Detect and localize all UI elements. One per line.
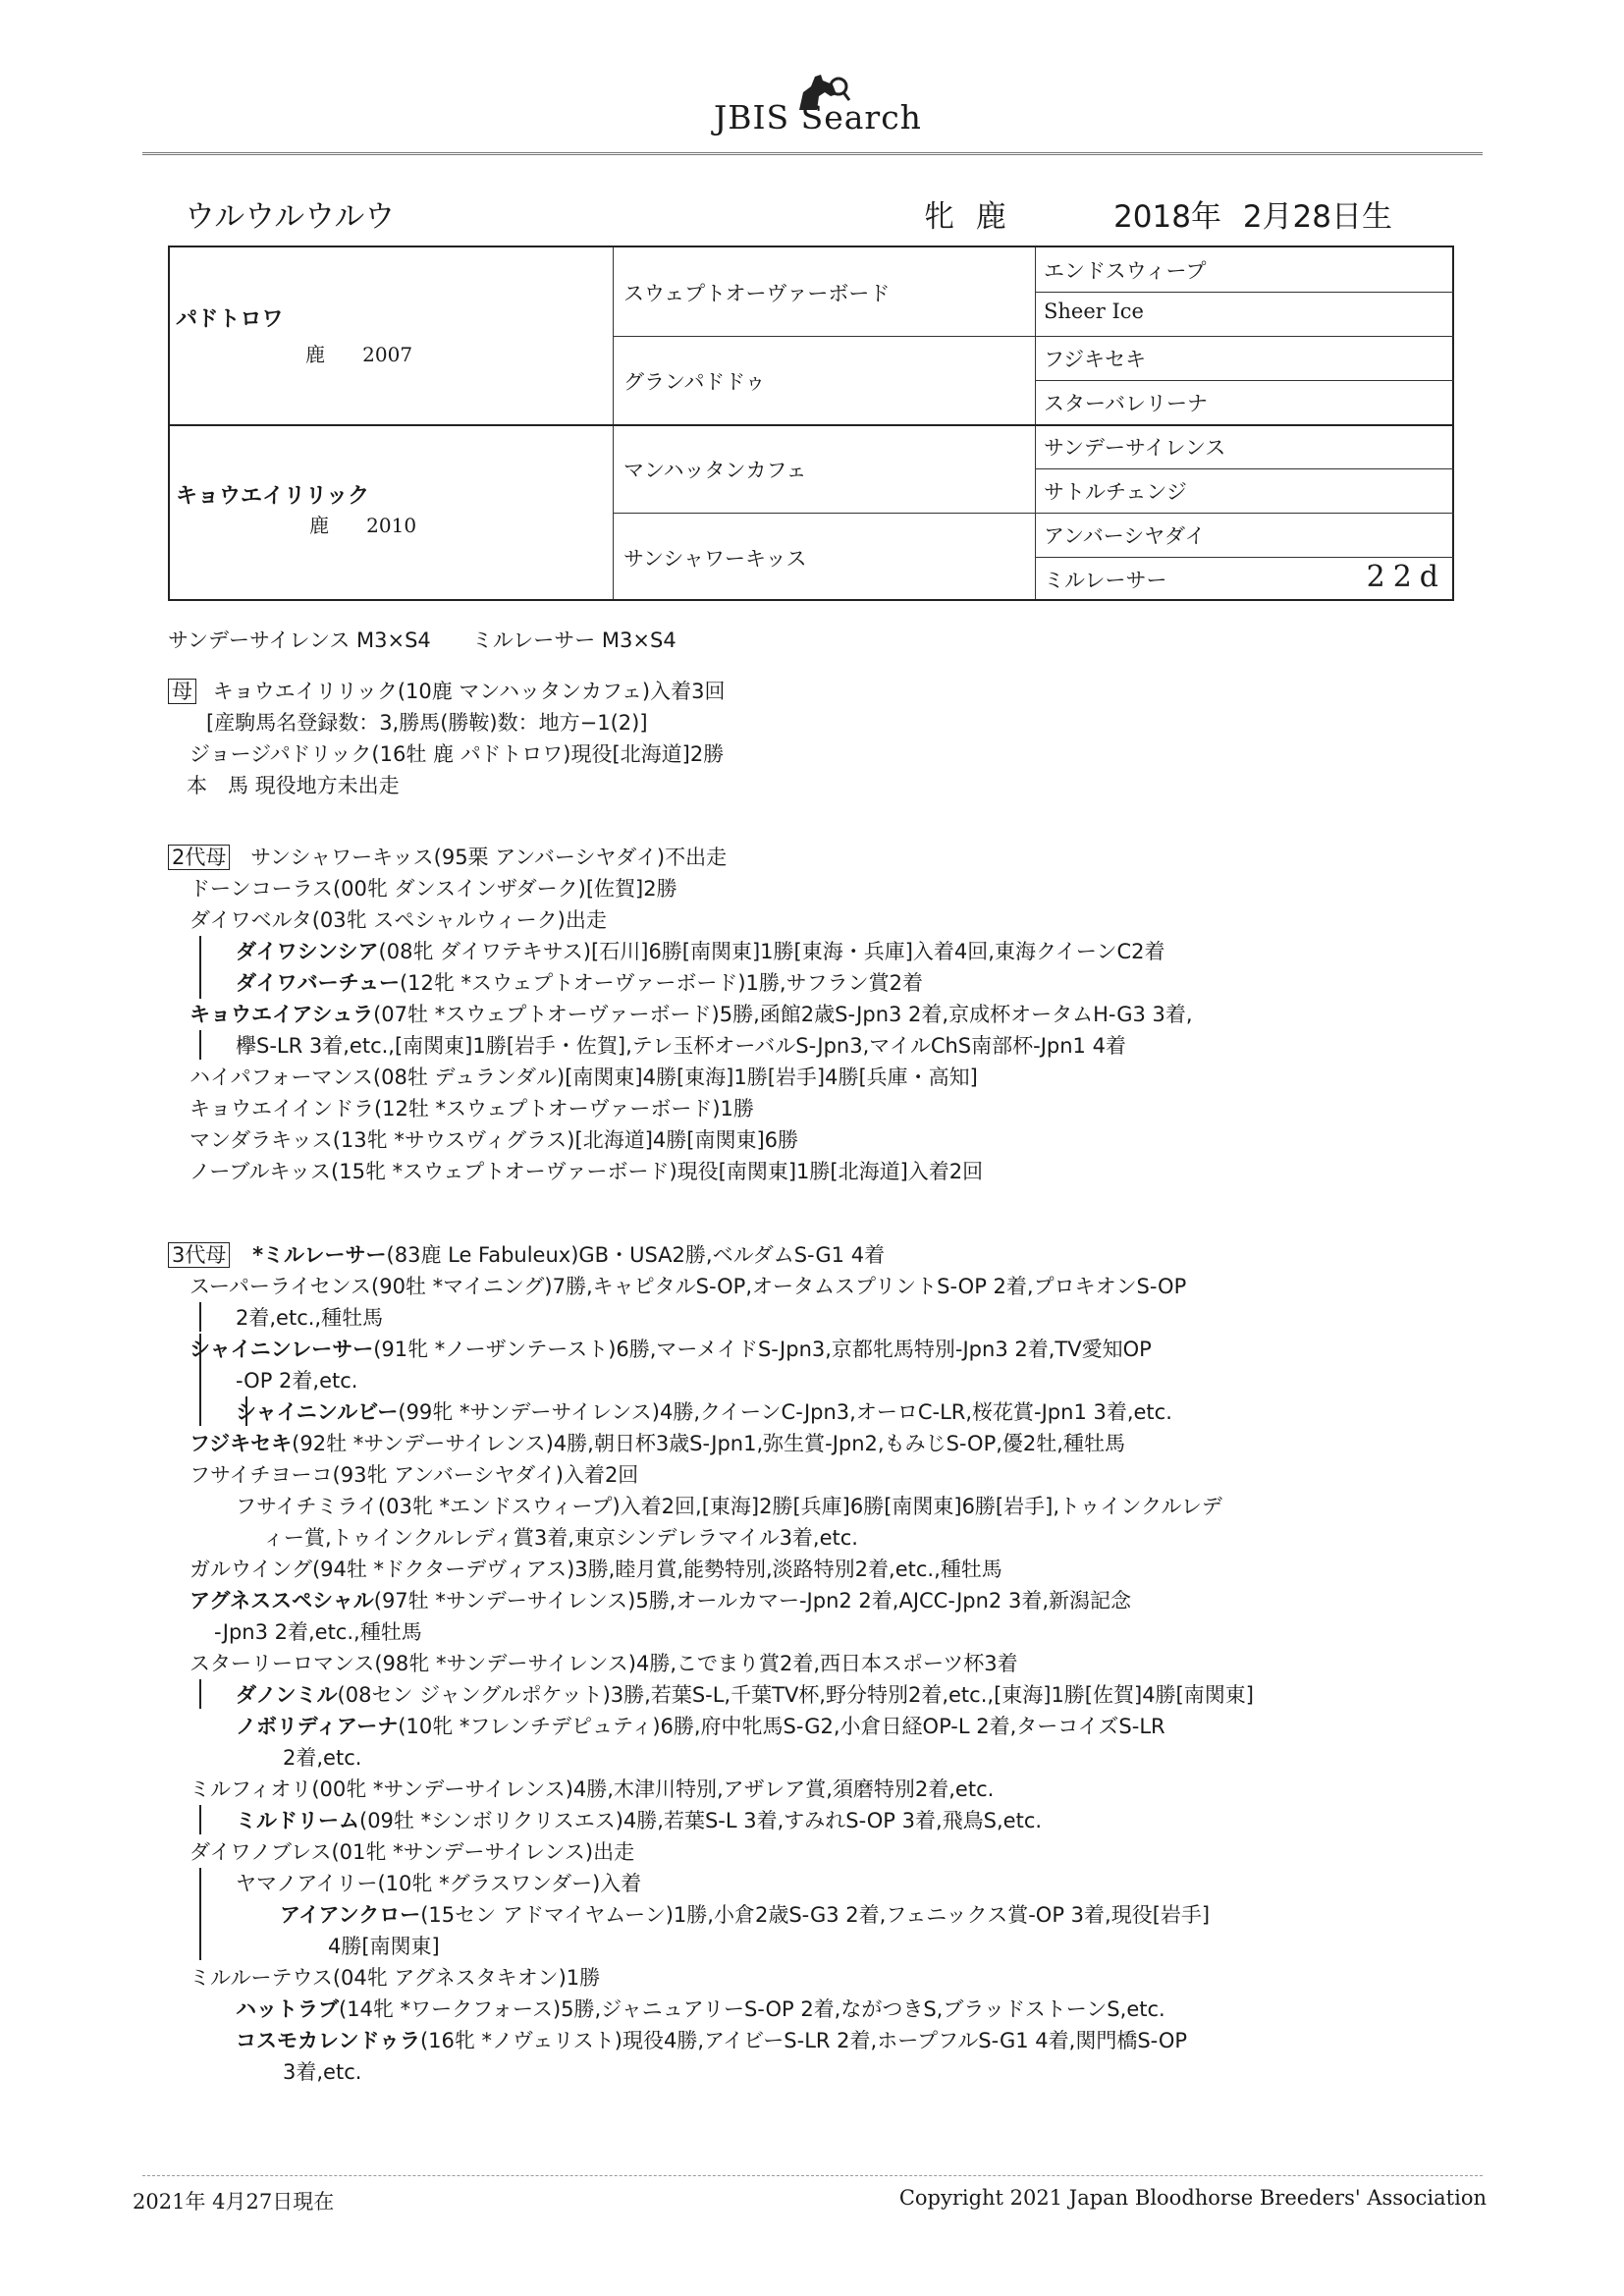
footer-date: 2021年 4月27日現在: [133, 2190, 335, 2214]
inbreeding: サンデーサイレンス M3×S4 ミルレーサー M3×S4: [168, 629, 677, 652]
g2-label: 2代母: [168, 845, 230, 870]
g2-line-3: ダイワバーチュー(12牝 *スウェプトオーヴァーボード)1勝,サフラン賞2着: [236, 971, 923, 995]
header-rule: [142, 152, 1483, 155]
g3-line-8: ィー賞,トゥインクルレディ賞3着,東京シンデレラマイル3着,etc.: [263, 1526, 858, 1550]
g2-section-heading: [168, 842, 727, 873]
horse-logo-icon: [793, 71, 852, 114]
g3-line: (83鹿 Le Fabuleux)GB・USA2勝,ベルダムS-G1 4着: [386, 1243, 886, 1267]
gen2-3: サンシャワーキッス: [623, 547, 807, 571]
dam-name: キョウエイリリック: [176, 484, 370, 509]
gen2-1: グランパドドゥ: [623, 370, 766, 394]
gen3-4: サンデーサイレンス: [1044, 436, 1226, 460]
g3-line-23: ハットラブ(14牝 *ワークフォース)5勝,ジャニュアリーS-OP 2着,ながつきS,ブラッドストーンS,etc.: [236, 1997, 1165, 2021]
g3-line-7: フサイチミライ(03牝 *エンドスウィープ)入着2回,[東海]2勝[兵庫]6勝[南関東]6勝[岩手],トゥインクルレデ: [236, 1495, 1222, 1518]
g3-line-6: フサイチヨーコ(93牝 アンバーシヤダイ)入着2回: [189, 1463, 639, 1487]
dam-line: キョウエイリリック(10鹿 マンハッタンカフェ)入着3回: [212, 680, 726, 703]
gen3-2: フジキセキ: [1044, 348, 1147, 371]
sire-cell: [176, 302, 412, 367]
sire-year: 2007: [362, 343, 413, 366]
g3-line-15: 2着,etc.: [283, 1746, 362, 1770]
g3-line-4: シャイニンルビー(99牝 *サンデーサイレンス)4勝,クイーンC-Jpn3,オーロC-LR,桜花賞-Jpn1 3着,etc.: [236, 1400, 1172, 1424]
g3-line-12: スターリーロマンス(98牝 *サンデーサイレンス)4勝,こでまり賞2着,西日本スポーツ杯3着: [189, 1652, 1018, 1675]
family-number: 22d: [1366, 560, 1446, 594]
g2-line-2: ダイワシンシア(08牝 ダイワテキサス)[石川]6勝[南関東]1勝[東海・兵庫]入着4回,東海クイーンC2着: [236, 940, 1165, 963]
jbis-logo: JBIS Search: [714, 98, 922, 137]
dam-section-heading: [168, 676, 725, 707]
g2-line-1: ダイワベルタ(03牝 スペシャルウィーク)出走: [189, 908, 607, 932]
g2-line-7: キョウエイインドラ(12牡 *スウェプトオーヴァーボード)1勝: [189, 1097, 754, 1121]
g3-line-11: -Jpn3 2着,etc.,種牡馬: [214, 1620, 422, 1644]
g3-line-17: ミルドリーム(09牡 *シンボリクリスエス)4勝,若葉S-L 3着,すみれS-OP 3着,飛鳥S,etc.: [236, 1809, 1043, 1832]
g3-line-19: ヤマノアイリー(10牝 *グラスワンダー)入着: [236, 1872, 642, 1895]
g3-line-24: コスモカレンドゥラ(16牝 *ノヴェリスト)現役4勝,アイビーS-LR 2着,ホープフルS-G1 4着,関門橋S-OP: [236, 2029, 1188, 2052]
dam-line-0: [産駒馬名登録数：3,勝馬(勝鞍)数：地方−1(2)]: [206, 711, 648, 735]
gen2-0: スウェプトオーヴァーボード: [623, 282, 891, 305]
horse-birth: 2018年 2月28日生: [1113, 199, 1392, 235]
g3-line-5: フジキセキ(92牡 *サンデーサイレンス)4勝,朝日杯3歳S-Jpn1,弥生賞-Jpn2,もみじS-OP,優2牡,種牡馬: [189, 1432, 1125, 1455]
dam-year: 2010: [366, 514, 417, 537]
footer-rule: [142, 2175, 1483, 2176]
g3-line-1: 2着,etc.,種牡馬: [236, 1306, 384, 1330]
gen3-5: サトルチェンジ: [1044, 480, 1187, 504]
title-row: [185, 191, 1392, 237]
g2-line-6: ハイパフォーマンス(08牡 デュランダル)[南関東]4勝[東海]1勝[岩手]4勝[兵庫・高知]: [189, 1066, 978, 1089]
gen2-2: マンハッタンカフェ: [623, 459, 807, 482]
g2-line-0: ドーンコーラス(00牝 ダンスインザダーク)[佐賀]2勝: [189, 877, 677, 901]
horse-name: ウルウルウルウ: [185, 199, 396, 235]
g3-line-10: アグネススペシャル(97牡 *サンデーサイレンス)5勝,オールカマー-Jpn2 2着,AJCC-Jpn2 3着,新潟記念: [189, 1589, 1131, 1613]
g3-line-0: スーパーライセンス(90牡 *マイニング)7勝,キャピタルS-OP,オータムスプリントS-OP 2着,プロキオンS-OP: [189, 1275, 1187, 1298]
gen3-1: Sheer Ice: [1044, 300, 1144, 323]
g2-line-5: 欅S-LR 3着,etc.,[南関東]1勝[岩手・佐賀],テレ玉杯オーバルS-Jpn3,マイルChS南部杯-Jpn1 4着: [236, 1034, 1126, 1058]
g3-line-9: ガルウイング(94牡 *ドクターデヴィアス)3勝,睦月賞,能勢特別,淡路特別2着,etc.,種牡馬: [189, 1558, 1002, 1581]
horse-info: [924, 191, 1392, 236]
g3-name: *ミルレーサー: [252, 1243, 387, 1267]
gen3-3: スターバレリーナ: [1044, 392, 1208, 415]
g3-line-20: アイアンクロー(15セン アドマイヤムーン)1勝,小倉2歳S-G3 2着,フェニックス賞-OP 3着,現役[岩手]: [280, 1903, 1211, 1927]
dam-label: 母: [168, 679, 196, 704]
g2-line: サンシャワーキッス(95栗 アンバーシヤダイ)不出走: [250, 846, 728, 869]
g3-line-14: ノボリディアーナ(10牝 *フレンチデピュティ)6勝,府中牝馬S-G2,小倉日経OP-L 2着,ターコイズS-LR: [236, 1715, 1165, 1738]
g3-line-18: ダイワノブレス(01牝 *サンデーサイレンス)出走: [189, 1840, 635, 1864]
dam-cell: [176, 479, 416, 538]
gen3-7: ミルレーサー: [1044, 569, 1167, 592]
g3-line-21: 4勝[南関東]: [328, 1935, 440, 1958]
g2-line-4: キョウエイアシュラ(07牡 *スウェプトオーヴァーボード)5勝,函館2歳S-Jpn3 2着,京成杯オータムH-G3 3着,: [189, 1003, 1193, 1026]
g3-section-heading: [168, 1239, 885, 1271]
g3-line-25: 3着,etc.: [283, 2060, 362, 2084]
gen3-6: アンバーシヤダイ: [1044, 524, 1206, 548]
g3-line-16: ミルフィオリ(00牝 *サンデーサイレンス)4勝,木津川特別,アザレア賞,須磨特別2着,etc.: [189, 1777, 995, 1801]
dam-color: 鹿: [309, 514, 329, 537]
g3-line-13: ダノンミル(08セン ジャングルポケット)3勝,若葉S-L,千葉TV杯,野分特別2着,etc.,[東海]1勝[佐賀]4勝[南関東]: [236, 1683, 1254, 1707]
horse-sex-color: 牝 鹿: [923, 199, 1006, 235]
g2-line-9: ノーブルキッス(15牝 *スウェプトオーヴァーボード)現役[南関東]1勝[北海道]入着2回: [189, 1160, 984, 1183]
g3-label: 3代母: [168, 1242, 230, 1268]
gen3-0: エンドスウィープ: [1044, 259, 1207, 283]
header: [0, 59, 1624, 152]
g3-line-22: ミルルーテウス(04牝 アグネスタキオン)1勝: [189, 1966, 601, 1990]
g2-line-8: マンダラキッス(13牝 *サウスヴィグラス)[北海道]4勝[南関東]6勝: [189, 1128, 798, 1152]
dam-line-2: 本 馬 現役地方未出走: [187, 774, 400, 797]
dam-line-1: ジョージパドリック(16牡 鹿 パドトロワ)現役[北海道]2勝: [189, 742, 725, 766]
footer-copyright: Copyright 2021 Japan Bloodhorse Breeders' Association: [898, 2186, 1487, 2210]
g3-line-3: -OP 2着,etc.: [236, 1369, 358, 1393]
pedigree-table: [168, 246, 1454, 601]
sire-name: パドトロワ: [176, 307, 284, 332]
sire-color: 鹿: [305, 343, 325, 366]
g3-line-2: シャイニンレーサー(91牝 *ノーザンテースト)6勝,マーメイドS-Jpn3,京都牝馬特別-Jpn3 2着,TV愛知OP: [189, 1338, 1152, 1361]
